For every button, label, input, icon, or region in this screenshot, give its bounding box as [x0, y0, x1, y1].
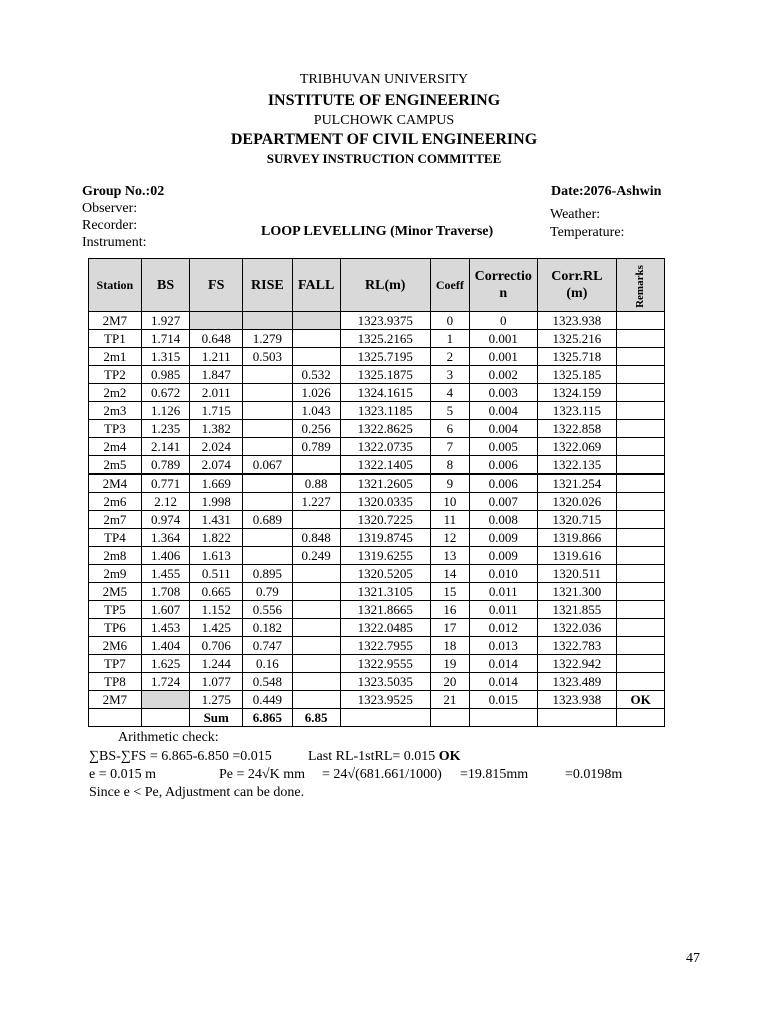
sum-empty	[537, 709, 616, 727]
cell-fs: 2.074	[190, 456, 243, 475]
cell-rl: 1323.9375	[340, 312, 430, 330]
cell-fs: 1.613	[190, 547, 243, 565]
cell-station: 2M7	[89, 691, 142, 709]
cell-corr: 0.009	[469, 529, 537, 547]
cell-rise: 0.895	[243, 565, 293, 583]
cell-fall	[292, 330, 340, 348]
cell-fall	[292, 619, 340, 637]
cell-remarks	[617, 420, 665, 438]
table-row	[89, 312, 665, 330]
cell-station: 2m7	[89, 511, 142, 529]
table-row	[89, 511, 665, 529]
cell-rl: 1320.5205	[340, 565, 430, 583]
cell-remarks	[617, 673, 665, 691]
cell-rise: 0.747	[243, 637, 293, 655]
cell-corr: 0.001	[469, 330, 537, 348]
cell-bs: 1.453	[141, 619, 190, 637]
cell-rise	[243, 312, 293, 330]
cell-corr-rl: 1324.159	[537, 384, 616, 402]
cell-station: 2M5	[89, 583, 142, 601]
header-correction	[469, 259, 537, 312]
cell-corr-rl: 1323.115	[537, 402, 616, 420]
cell-rise: 0.449	[243, 691, 293, 709]
table-row	[89, 402, 665, 420]
cell-corr: 0.010	[469, 565, 537, 583]
cell-corr-rl: 1323.489	[537, 673, 616, 691]
committee-name: SURVEY INSTRUCTION COMMITTEE	[266, 151, 502, 166]
cell-coeff: 17	[430, 619, 469, 637]
cell-rise	[243, 402, 293, 420]
cell-fall	[292, 312, 340, 330]
cell-station: TP1	[89, 330, 142, 348]
sum-empty	[469, 709, 537, 727]
cell-rise: 0.556	[243, 601, 293, 619]
cell-corr-rl: 1322.783	[537, 637, 616, 655]
cell-bs: 0.672	[141, 384, 190, 402]
header-coeff: Coeff	[430, 259, 469, 312]
table-row	[89, 673, 665, 691]
table-row	[89, 474, 665, 493]
cell-corr-rl: 1322.942	[537, 655, 616, 673]
cell-corr: 0.004	[469, 420, 537, 438]
cell-coeff: 18	[430, 637, 469, 655]
permissible-error-mm: =19.815mm	[460, 767, 529, 782]
university-name: TRIBHUVAN UNIVERSITY	[299, 72, 469, 87]
cell-fs: 2.024	[190, 438, 243, 456]
cell-rl: 1319.6255	[340, 547, 430, 565]
cell-remarks	[617, 637, 665, 655]
page-number: 47	[686, 951, 700, 966]
cell-rl: 1320.7225	[340, 511, 430, 529]
table-row	[89, 493, 665, 511]
cell-rise: 0.548	[243, 673, 293, 691]
cell-coeff: 8	[430, 456, 469, 475]
cell-bs: 1.126	[141, 402, 190, 420]
cell-coeff: 19	[430, 655, 469, 673]
sum-empty	[340, 709, 430, 727]
table-row	[89, 547, 665, 565]
cell-station: 2m2	[89, 384, 142, 402]
cell-corr: 0.014	[469, 673, 537, 691]
cell-fall: 0.532	[292, 366, 340, 384]
sum-row	[89, 709, 665, 727]
cell-bs: 1.364	[141, 529, 190, 547]
cell-station: TP8	[89, 673, 142, 691]
table-row	[89, 637, 665, 655]
cell-station: 2m6	[89, 493, 142, 511]
cell-rise	[243, 420, 293, 438]
table-row	[89, 565, 665, 583]
cell-fs: 1.847	[190, 366, 243, 384]
cell-fs: 1.382	[190, 420, 243, 438]
cell-remarks	[617, 384, 665, 402]
cell-corr: 0.006	[469, 474, 537, 493]
table-row	[89, 691, 665, 709]
header-rise: RISE	[243, 259, 293, 312]
cell-station: TP7	[89, 655, 142, 673]
cell-coeff: 4	[430, 384, 469, 402]
cell-corr: 0.005	[469, 438, 537, 456]
cell-fs	[190, 312, 243, 330]
cell-corr-rl: 1319.866	[537, 529, 616, 547]
cell-fs: 1.244	[190, 655, 243, 673]
cell-bs: 1.404	[141, 637, 190, 655]
cell-remarks	[617, 438, 665, 456]
header-remarks	[617, 259, 665, 312]
levelling-table	[88, 258, 665, 727]
cell-rise: 0.067	[243, 456, 293, 475]
permissible-error-formula: Pe = 24√K mm	[219, 767, 305, 782]
table-row	[89, 330, 665, 348]
cell-fs: 1.275	[190, 691, 243, 709]
header-corr-rl	[537, 259, 616, 312]
cell-fall	[292, 637, 340, 655]
cell-station: 2m9	[89, 565, 142, 583]
table-header-row	[89, 259, 665, 312]
cell-remarks	[617, 366, 665, 384]
cell-corr-rl: 1325.718	[537, 348, 616, 366]
cell-fs: 1.425	[190, 619, 243, 637]
cell-coeff: 20	[430, 673, 469, 691]
cell-corr-rl: 1321.300	[537, 583, 616, 601]
cell-rise	[243, 493, 293, 511]
cell-remarks	[617, 601, 665, 619]
date-label: Date:2076-Ashwin	[551, 184, 662, 199]
cell-fall	[292, 348, 340, 366]
cell-rl: 1325.2165	[340, 330, 430, 348]
table-row	[89, 456, 665, 475]
cell-coeff: 10	[430, 493, 469, 511]
header-remarks-text: Remarks	[634, 264, 647, 308]
header-corr-rl-line2: (m)	[566, 286, 588, 301]
cell-rl: 1324.1615	[340, 384, 430, 402]
group-number: Group No.:02	[82, 184, 165, 199]
cell-bs	[141, 691, 190, 709]
table-title: LOOP LEVELLING (Minor Traverse)	[261, 224, 494, 239]
weather-label: Weather:	[550, 207, 601, 222]
cell-corr-rl: 1321.855	[537, 601, 616, 619]
header-rl: RL(m)	[340, 259, 430, 312]
cell-bs: 2.12	[141, 493, 190, 511]
cell-coeff: 13	[430, 547, 469, 565]
cell-fs: 2.011	[190, 384, 243, 402]
cell-rl: 1325.1875	[340, 366, 430, 384]
cell-rise: 1.279	[243, 330, 293, 348]
cell-fall	[292, 583, 340, 601]
header-fs: FS	[190, 259, 243, 312]
cell-corr: 0.003	[469, 384, 537, 402]
sum-empty	[430, 709, 469, 727]
cell-fall	[292, 601, 340, 619]
header-station: Station	[89, 259, 142, 312]
cell-fs: 0.511	[190, 565, 243, 583]
cell-remarks	[617, 348, 665, 366]
arith-check-bs-fs: ∑BS-∑FS = 6.865-6.850 =0.015	[89, 749, 272, 764]
cell-remarks	[617, 330, 665, 348]
permissible-error-substitution: = 24√(681.661/1000)	[322, 767, 442, 782]
cell-fall: 0.249	[292, 547, 340, 565]
recorder-label: Recorder:	[82, 218, 138, 233]
cell-rl: 1322.0735	[340, 438, 430, 456]
cell-fall	[292, 565, 340, 583]
cell-bs: 2.141	[141, 438, 190, 456]
cell-corr-rl: 1322.135	[537, 456, 616, 475]
cell-corr: 0.004	[469, 402, 537, 420]
cell-remarks: OK	[617, 691, 665, 709]
sum-empty	[617, 709, 665, 727]
cell-fall: 0.88	[292, 474, 340, 493]
cell-remarks	[617, 511, 665, 529]
cell-remarks	[617, 529, 665, 547]
cell-corr-rl: 1323.938	[537, 691, 616, 709]
table-row	[89, 601, 665, 619]
cell-corr: 0.007	[469, 493, 537, 511]
table-row	[89, 619, 665, 637]
cell-remarks	[617, 493, 665, 511]
cell-station: 2m4	[89, 438, 142, 456]
cell-corr: 0.011	[469, 583, 537, 601]
cell-rl: 1325.7195	[340, 348, 430, 366]
cell-corr-rl: 1322.036	[537, 619, 616, 637]
cell-station: 2M7	[89, 312, 142, 330]
cell-corr-rl: 1320.026	[537, 493, 616, 511]
cell-rl: 1322.7955	[340, 637, 430, 655]
cell-station: 2M6	[89, 637, 142, 655]
header-bs: BS	[141, 259, 190, 312]
cell-rl: 1320.0335	[340, 493, 430, 511]
cell-remarks	[617, 565, 665, 583]
cell-corr-rl: 1325.216	[537, 330, 616, 348]
cell-fall: 1.026	[292, 384, 340, 402]
cell-station: 2m1	[89, 348, 142, 366]
cell-station: TP4	[89, 529, 142, 547]
cell-rl: 1321.3105	[340, 583, 430, 601]
sum-empty	[89, 709, 142, 727]
cell-coeff: 21	[430, 691, 469, 709]
cell-fall	[292, 511, 340, 529]
cell-fall: 0.848	[292, 529, 340, 547]
table-row	[89, 420, 665, 438]
cell-bs: 1.708	[141, 583, 190, 601]
cell-fall	[292, 655, 340, 673]
cell-remarks	[617, 456, 665, 475]
cell-rise: 0.79	[243, 583, 293, 601]
sum-fall: 6.85	[292, 709, 340, 727]
table-row	[89, 583, 665, 601]
cell-rise	[243, 438, 293, 456]
cell-fall	[292, 673, 340, 691]
sum-rise: 6.865	[243, 709, 293, 727]
cell-fs: 0.665	[190, 583, 243, 601]
cell-bs: 1.607	[141, 601, 190, 619]
cell-station: 2m8	[89, 547, 142, 565]
cell-fs: 1.822	[190, 529, 243, 547]
cell-bs: 1.455	[141, 565, 190, 583]
cell-corr-rl: 1325.185	[537, 366, 616, 384]
table-row	[89, 438, 665, 456]
cell-corr: 0.008	[469, 511, 537, 529]
cell-corr-rl: 1322.858	[537, 420, 616, 438]
cell-coeff: 3	[430, 366, 469, 384]
header-correction-line1: Correctio	[474, 269, 532, 284]
cell-remarks	[617, 547, 665, 565]
cell-remarks	[617, 474, 665, 493]
table-row	[89, 348, 665, 366]
cell-station: 2M4	[89, 474, 142, 493]
arith-check-rl-text: Last RL-1stRL= 0.015	[308, 749, 436, 764]
cell-rise: 0.16	[243, 655, 293, 673]
cell-bs: 1.406	[141, 547, 190, 565]
cell-coeff: 11	[430, 511, 469, 529]
cell-station: TP5	[89, 601, 142, 619]
cell-station: 2m5	[89, 456, 142, 475]
cell-corr: 0.013	[469, 637, 537, 655]
cell-rise: 0.503	[243, 348, 293, 366]
cell-remarks	[617, 402, 665, 420]
cell-rise	[243, 384, 293, 402]
cell-rl: 1321.8665	[340, 601, 430, 619]
cell-fall: 1.227	[292, 493, 340, 511]
sum-empty	[141, 709, 190, 727]
cell-coeff: 1	[430, 330, 469, 348]
cell-coeff: 5	[430, 402, 469, 420]
sum-label: Sum	[190, 709, 243, 727]
cell-corr-rl: 1323.938	[537, 312, 616, 330]
table-row	[89, 655, 665, 673]
department-name: DEPARTMENT OF CIVIL ENGINEERING	[230, 131, 538, 148]
cell-coeff: 15	[430, 583, 469, 601]
cell-rl: 1322.0485	[340, 619, 430, 637]
cell-corr: 0.012	[469, 619, 537, 637]
cell-coeff: 7	[430, 438, 469, 456]
cell-fs: 1.998	[190, 493, 243, 511]
cell-corr: 0	[469, 312, 537, 330]
instrument-label: Instrument:	[82, 235, 147, 250]
cell-bs: 0.974	[141, 511, 190, 529]
cell-rl: 1319.8745	[340, 529, 430, 547]
cell-rl: 1322.1405	[340, 456, 430, 475]
cell-rise: 0.182	[243, 619, 293, 637]
cell-station: 2m3	[89, 402, 142, 420]
cell-bs: 0.985	[141, 366, 190, 384]
cell-bs: 0.771	[141, 474, 190, 493]
cell-fs: 1.431	[190, 511, 243, 529]
cell-fall	[292, 456, 340, 475]
cell-rise	[243, 474, 293, 493]
error-value: e = 0.015 m	[89, 767, 156, 782]
table-row	[89, 366, 665, 384]
cell-corr: 0.015	[469, 691, 537, 709]
cell-fs: 1.152	[190, 601, 243, 619]
cell-remarks	[617, 655, 665, 673]
institute-name: INSTITUTE OF ENGINEERING	[267, 92, 501, 109]
temperature-label: Temperature:	[550, 225, 625, 240]
cell-corr: 0.014	[469, 655, 537, 673]
cell-rise: 0.689	[243, 511, 293, 529]
campus-name: PULCHOWK CAMPUS	[313, 113, 455, 128]
cell-coeff: 16	[430, 601, 469, 619]
cell-coeff: 9	[430, 474, 469, 493]
cell-coeff: 6	[430, 420, 469, 438]
cell-corr: 0.001	[469, 348, 537, 366]
cell-bs: 0.789	[141, 456, 190, 475]
header-correction-line2: n	[499, 286, 508, 301]
cell-fs: 1.211	[190, 348, 243, 366]
cell-fall: 1.043	[292, 402, 340, 420]
cell-bs: 1.724	[141, 673, 190, 691]
cell-bs: 1.625	[141, 655, 190, 673]
cell-bs: 1.235	[141, 420, 190, 438]
cell-corr: 0.011	[469, 601, 537, 619]
cell-fs: 0.648	[190, 330, 243, 348]
table-row	[89, 529, 665, 547]
cell-corr: 0.006	[469, 456, 537, 475]
observer-label: Observer:	[82, 201, 138, 216]
cell-rise	[243, 547, 293, 565]
cell-coeff: 0	[430, 312, 469, 330]
cell-fall: 0.256	[292, 420, 340, 438]
cell-remarks	[617, 312, 665, 330]
cell-fs: 1.077	[190, 673, 243, 691]
cell-fs: 0.706	[190, 637, 243, 655]
cell-coeff: 2	[430, 348, 469, 366]
cell-bs: 1.714	[141, 330, 190, 348]
cell-remarks	[617, 583, 665, 601]
cell-rl: 1322.8625	[340, 420, 430, 438]
cell-fs: 1.669	[190, 474, 243, 493]
cell-corr-rl: 1320.511	[537, 565, 616, 583]
cell-station: TP2	[89, 366, 142, 384]
cell-bs: 1.927	[141, 312, 190, 330]
cell-station: TP6	[89, 619, 142, 637]
header-fall: FALL	[292, 259, 340, 312]
cell-fs: 1.715	[190, 402, 243, 420]
cell-rl: 1322.9555	[340, 655, 430, 673]
cell-corr-rl: 1319.616	[537, 547, 616, 565]
cell-corr-rl: 1322.069	[537, 438, 616, 456]
permissible-error-m: =0.0198m	[565, 767, 623, 782]
cell-rise	[243, 529, 293, 547]
arith-check-ok: OK	[438, 749, 461, 764]
cell-rl: 1321.2605	[340, 474, 430, 493]
cell-coeff: 12	[430, 529, 469, 547]
arith-check-heading: Arithmetic check:	[118, 730, 219, 745]
cell-corr-rl: 1321.254	[537, 474, 616, 493]
cell-corr-rl: 1320.715	[537, 511, 616, 529]
cell-rl: 1323.9525	[340, 691, 430, 709]
arith-check-rl-diff	[308, 748, 461, 765]
cell-fall: 0.789	[292, 438, 340, 456]
cell-rise	[243, 366, 293, 384]
cell-rl: 1323.5035	[340, 673, 430, 691]
cell-remarks	[617, 619, 665, 637]
table-row	[89, 384, 665, 402]
cell-station: TP3	[89, 420, 142, 438]
cell-fall	[292, 691, 340, 709]
cell-bs: 1.315	[141, 348, 190, 366]
cell-corr: 0.002	[469, 366, 537, 384]
cell-rl: 1323.1185	[340, 402, 430, 420]
cell-corr: 0.009	[469, 547, 537, 565]
cell-coeff: 14	[430, 565, 469, 583]
header-corr-rl-line1: Corr.RL	[551, 269, 603, 284]
adjustment-conclusion: Since e < Pe, Adjustment can be done.	[89, 785, 305, 800]
